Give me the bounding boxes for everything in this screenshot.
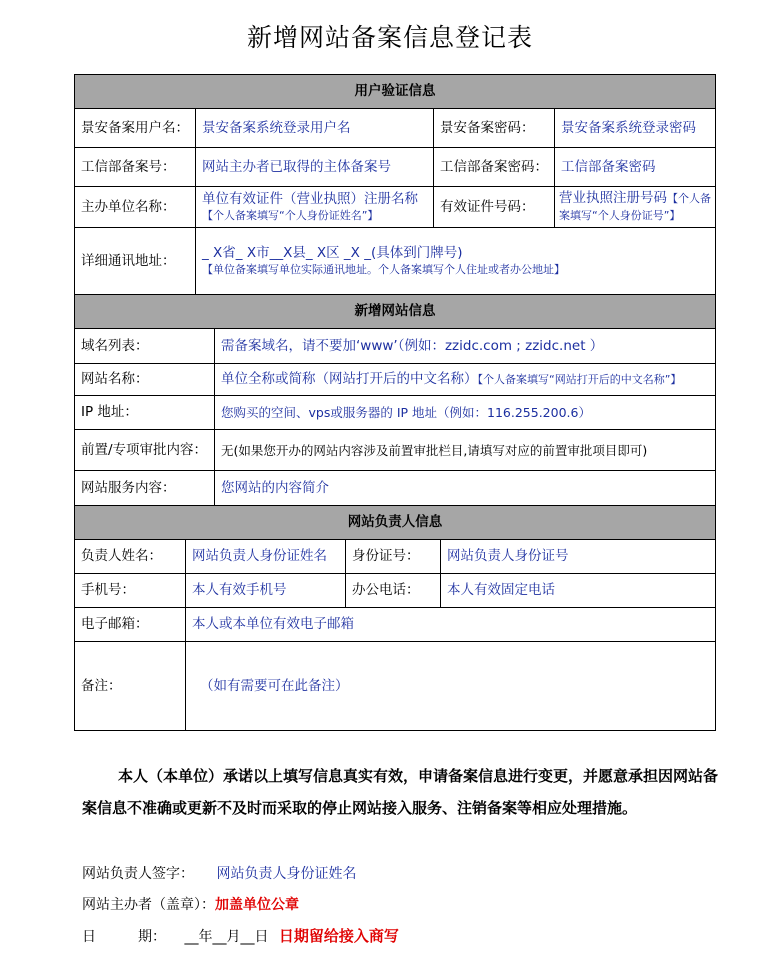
section-header-site-owner: 网站负责人信息 — [75, 506, 716, 540]
field-sponsor-name[interactable] — [196, 187, 434, 228]
field-email[interactable]: 本人或本单位有效电子邮箱 — [186, 608, 716, 642]
label-jingan-username: 景安备案用户名： — [75, 109, 196, 148]
field-remarks[interactable]: （如有需要可在此备注） — [186, 642, 716, 731]
label-mobile: 手机号： — [75, 574, 186, 608]
field-address[interactable] — [196, 228, 716, 295]
field-miit-password[interactable]: 工信部备案密码 — [555, 148, 716, 187]
section-header-new-website: 新增网站信息 — [75, 295, 716, 329]
signature-label: 网站负责人签字： — [82, 866, 194, 882]
user-verification-table — [74, 74, 716, 295]
label-miit-password: 工信部备案密码： — [434, 148, 555, 187]
field-mobile[interactable]: 本人有效手机号 — [186, 574, 346, 608]
label-service-content: 网站服务内容： — [75, 471, 215, 506]
sponsor-name-hint: 单位有效证件（营业执照）注册名称 — [202, 190, 418, 207]
field-domain-list[interactable]: 需备案域名，请不要加‘www’（例如：zzidc.com ; zzidc.net ） — [215, 329, 716, 364]
site-name-note: 【个人备案填写“网站打开后的中文名称”】 — [477, 373, 682, 386]
field-jingan-password[interactable]: 景安备案系统登录密码 — [555, 109, 716, 148]
section-header-user-verification: 用户验证信息 — [75, 75, 716, 109]
field-ip-address[interactable]: 您购买的空间、vps或服务器的 IP 地址（例如：116.255.200.6） — [215, 396, 716, 430]
label-remarks: 备注： — [75, 642, 186, 731]
label-jingan-password: 景安备案密码： — [434, 109, 555, 148]
label-email: 电子邮箱： — [75, 608, 186, 642]
label-address: 详细通讯地址： — [75, 228, 196, 295]
sponsor-name-note: 【个人备案填写“个人身份证姓名”】 — [202, 208, 379, 222]
date-blank[interactable]: __年__月__日 — [184, 929, 269, 945]
commitment-statement — [82, 760, 722, 824]
address-note: 【单位备案填写单位实际通讯地址。个人备案填写个人住址或者办公地址】 — [202, 262, 565, 276]
id-number-note: 【个人备案填写“个人身份证号”】 — [559, 192, 711, 222]
new-website-table — [74, 294, 716, 506]
field-office-phone[interactable]: 本人有效固定电话 — [441, 574, 716, 608]
id-number-hint: 营业执照注册号码 — [559, 190, 667, 206]
label-miit-record-number: 工信部备案号： — [75, 148, 196, 187]
signature-line — [82, 863, 356, 883]
label-domain-list: 域名列表： — [75, 329, 215, 364]
date-label: 日 期： — [82, 929, 166, 945]
seal-label: 网站主办者（盖章）： — [82, 897, 215, 913]
label-office-phone: 办公电话： — [346, 574, 441, 608]
seal-field[interactable]: 加盖单位公章 — [215, 897, 299, 913]
field-jingan-username[interactable]: 景安备案系统登录用户名 — [196, 109, 434, 148]
field-site-name[interactable] — [215, 364, 716, 396]
label-owner-name: 负责人姓名： — [75, 540, 186, 574]
date-line — [82, 925, 399, 946]
field-owner-id[interactable]: 网站负责人身份证号 — [441, 540, 716, 574]
page-title: 新增网站备案信息登记表 — [246, 23, 533, 52]
field-miit-record-number[interactable]: 网站主办者已取得的主体备案号 — [196, 148, 434, 187]
label-site-name: 网站名称： — [75, 364, 215, 396]
site-owner-table — [74, 505, 716, 731]
field-service-content[interactable]: 您网站的内容简介 — [215, 471, 716, 506]
site-name-hint: 单位全称或简称（网站打开后的中文名称） — [221, 371, 478, 387]
label-pre-approval: 前置/专项审批内容： — [75, 430, 215, 471]
label-sponsor-name: 主办单位名称： — [75, 187, 196, 228]
date-note: 日期留给接入商写 — [278, 927, 399, 945]
field-owner-name[interactable]: 网站负责人身份证姓名 — [186, 540, 346, 574]
label-owner-id: 身份证号： — [346, 540, 441, 574]
signature-field[interactable]: 网站负责人身份证姓名 — [216, 866, 357, 882]
field-id-number[interactable] — [555, 187, 716, 228]
label-id-number: 有效证件号码： — [434, 187, 555, 228]
label-ip-address: IP 地址： — [75, 396, 215, 430]
seal-line — [82, 894, 299, 914]
field-pre-approval[interactable]: 无(如果您开办的网站内容涉及前置审批栏目,请填写对应的前置审批项目即可) — [215, 430, 716, 471]
commitment-text: 本人（本单位）承诺以上填写信息真实有效，申请备案信息进行变更，并愿意承担因网站备案信息不准确或更新不及时而采取的停止网站接入服务、注销备案等相应处理措施。 — [82, 767, 719, 817]
address-hint: _ X省_ X市__X县_ X区 _X _(具体到门牌号) — [202, 244, 463, 261]
